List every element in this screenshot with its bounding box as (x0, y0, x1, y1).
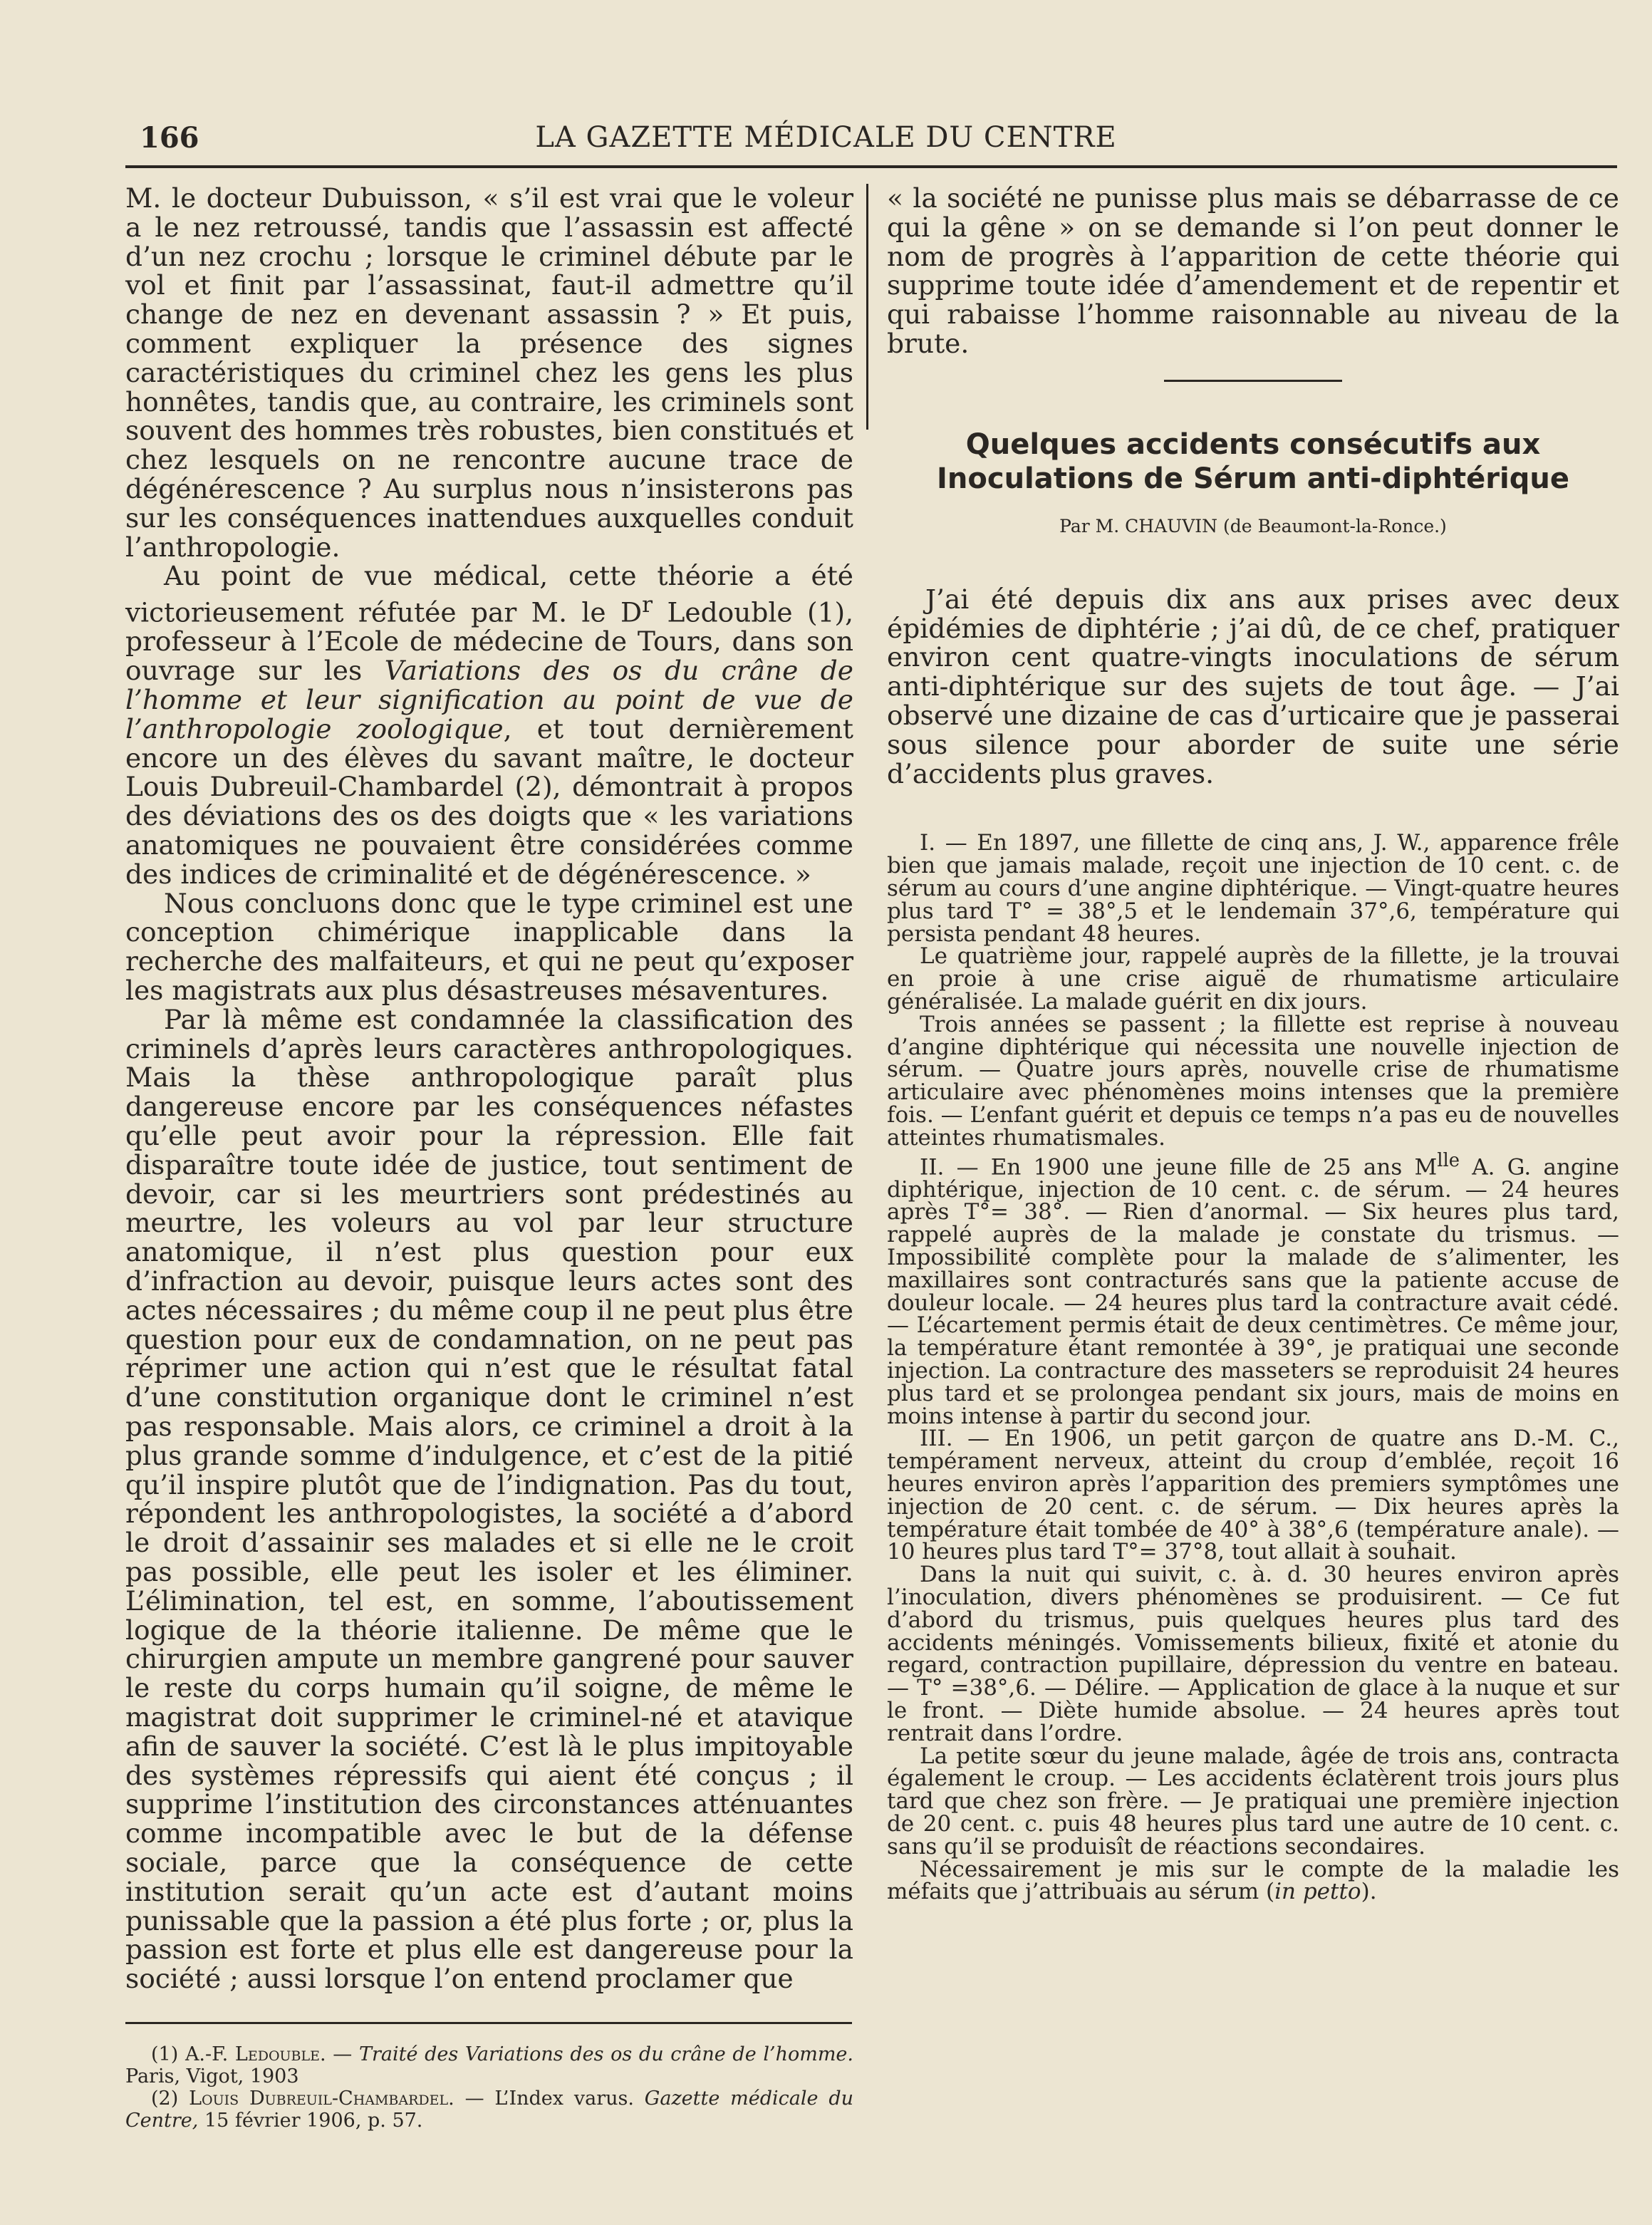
text-run: , et tout dernièrement encore un des élèves du savant maître, le docteur Louis Dubreuil-Chambardel (2), démontrait à propos des déviations des os des doigts que « les variations anatomiques ne pouvaient être considérées comme des indices de criminalité et de dégénérescence. » (125, 712, 853, 890)
book-title: Variations des os du crâne de l’homme et leur signification au point de vue de l’anthropologie zoologique (125, 655, 853, 745)
text-run: II. — En 1900 une jeune fille de 25 ans M (920, 1153, 1438, 1180)
text-run: 15 février 1906, p. 57. (198, 2110, 423, 2132)
header-rule (125, 165, 1617, 168)
case-paragraph: Le quatrième jour, rappelé auprès de la fillette, je la trouvai en proie à une crise aiguë de rhumatisme articulaire généralisée. La malade guérit en dix jours. (887, 943, 1619, 1015)
paragraph (125, 561, 853, 888)
text-run: — (326, 2043, 359, 2065)
journal-title: LA GAZETTE MÉDICALE DU CENTRE (535, 121, 1117, 154)
footnote-title: Gazette médicale du Centre, (125, 2087, 854, 2132)
superscript: r (642, 592, 653, 618)
text-run: Ledouble (1), professeur à l’Ecole de médecine de Tours, dans son ouvrage sur les (125, 596, 853, 687)
text-run: ). (1361, 1879, 1377, 1905)
text-run: Nécessairement je mis sur le compte de la maladie les méfaits que j’attribuais au sérum ( (887, 1856, 1619, 1905)
case-paragraph (887, 1150, 1619, 1428)
section-divider (1164, 380, 1342, 382)
case-reports (887, 832, 1619, 1904)
article-title (887, 427, 1619, 496)
text-run: A. G. angine diphtérique, injection de 10 cent. c. de sérum. — 24 heures après T°= 38°. — Rien d’anormal. — Six heures plus tard, rappelé auprès de la malade je constate du trismus. — Impossibilité complète pour la malade de s’alimenter, les maxillaires sont contracturés sans que la patiente accuse de douleur locale. — 24 heures plus tard la contracture avait cédé. — L’écartement permis était de deux centimètres. Ce même jour, la température étant remontée à 39°, je pratiquai une seconde injection. La contracture des masseters se reproduisit 24 heures plus tard et se prolongea pendant six jours, mais de moins en moins intense à partir du second jour. (887, 1153, 1619, 1429)
italic-phrase: in petto (1274, 1879, 1361, 1905)
case-paragraph (887, 1856, 1619, 1905)
paragraph: « la société ne punisse plus mais se débarrasse de ce qui la gêne » on se demande si l’on peut donner le nom de progrès à l’apparition de cette théorie qui supprime toute idée d’amendement et de repentir et qui rabaisse l’homme raisonnable au niveau de la brute. (887, 182, 1619, 359)
right-column (887, 184, 1619, 1904)
paragraph: Par là même est condamnée la classification des criminels d’après leurs caractères anthropologiques. Mais la thèse anthropologique paraît plus dangereuse encore par les conséquences néfastes qu’elle peut avoir pour la répression. Elle fait disparaître toute idée de justice, tout sentiment de devoir, car si les meurtriers sont prédestinés au meurtre, les voleurs au vol par leur structure anatomique, il n’est plus question pour eux d’infraction au devoir, puisque leurs actes sont des actes nécessaires ; du même coup il ne peut plus être question pour eux de condamnation, on ne peut pas réprimer une action qui n’est que le résultat fatal d’une constitution organique dont le criminel n’est pas responsable. Mais alors, ce criminel a droit à la plus grande somme d’indulgence, et c’est de la pitié qu’il inspire plutôt que de l’indignation. Pas du tout, répondent les anthropologistes, la société a d’abord le droit d’assainir ses malades et si elle ne le croit pas possible, elle peut les isoler et les éliminer. L’élimination, tel est, en somme, l’aboutissement logique de la théorie italienne. De même que le chirurgien ampute un membre gangrené pour sauver le reste du corps humain qu’il soigne, de même le magistrat doit supprimer le criminel-né et atavique afin de sauver la société. C’est là le plus impitoyable des systèmes répressifs qui aient été conçus ; il supprime l’institution des circonstances atténuantes comme incompatible avec le but de la défense sociale, parce que la conséquence de cette institution serait qu’un acte est d’autant moins punissable que la passion a été plus forte ; or, plus la passion est forte et plus elle est dangereuse pour la société ; aussi lorsque l’on entend proclamer que (125, 1003, 853, 1995)
left-column (125, 184, 853, 1993)
footnote-rule (125, 2022, 852, 2024)
case-paragraph: Trois années se passent ; la fillette est reprise à nouveau d’angine diphtérique qui nécessita une nouvelle injection de sérum. — Quatre jours après, nouvelle crise de rhumatisme articulaire avec phénomènes moins intenses que la première fois. — L’enfant guérit et depuis ce temps n’a pas eu de nouvelles atteintes rhumatismales. (887, 1011, 1619, 1151)
article-lead (887, 585, 1619, 789)
footnote-number: (1) (151, 2043, 185, 2065)
case-paragraph: Dans la nuit qui suivit, c. à. d. 30 heures environ après l’inoculation, divers phénomènes se produisirent. — Ce fut d’abord du trismus, puis quelques heures plus tard des accidents méningés. Vomissements bilieux, fixité et atonie du regard, contraction pupillaire, dépression du ventre en bateau. — T° =38°,6. — Délire. — Application de glace à la nuque et sur le front. — Diète humide absolue. — 24 heures après tout rentrait dans l’ordre. (887, 1562, 1619, 1746)
byline: Par M. CHAUVIN (de Beaumont-la-Ronce.) (1059, 515, 1447, 536)
column-divider (866, 184, 868, 430)
case-paragraph: I. — En 1897, une fillette de cinq ans, J. W., apparence frêle bien que jamais malade, reçoit une injection de 10 cent. c. de sérum au cours d’une angine diphtérique. — Vingt-quatre heures plus tard T° = 38°,5 et le lendemain 37°,6, température qui persista pendant 48 heures. (887, 830, 1619, 947)
paragraph: Nous concluons donc que le type criminel est une conception chimérique inapplicable dans la recherche des malfaiteurs, et qui ne peut qu’exposer les magistrats aux plus désastreuses mésaventures. (125, 887, 853, 1007)
title-line: Quelques accidents consécutifs aux (965, 427, 1541, 461)
footnote-title: Traité des Variations des os du crâne de l’homme. (358, 2043, 853, 2065)
page-number: 166 (140, 121, 199, 155)
case-paragraph: III. — En 1906, un petit garçon de quatre ans D.-M. C., tempérament nerveux, atteint du croup d’emblée, reçoit 16 heures environ après l’apparition des premiers symptômes une injection de 20 cent. c. de sérum. — Dix heures après la température était tombée de 40° à 38°,6 (température anale). — 10 heures plus tard T°= 37°8, tout allait à souhait. (887, 1426, 1619, 1565)
case-paragraph: La petite sœur du jeune malade, âgée de trois ans, contracta également le croup. — Les accidents éclatèrent trois jours plus tard que chez son frère. — Je pratiquai une première injection de 20 cent. c. puis 48 heures plus tard une autre de 10 cent. c. sans qu’il se produisît de réactions secondaires. (887, 1743, 1619, 1860)
text-run: — L’Index varus. (454, 2087, 645, 2110)
footnote-number: (2) (151, 2087, 189, 2110)
paragraph: J’ai été depuis dix ans aux prises avec deux épidémies de diphtérie ; j’ai dû, de ce chef, pratiquer environ cent quatre-vingts inoculations de sérum anti-diphtérique sur des sujets de tout âge. — J’ai observé une dizaine de cas d’urticaire que je passerai sous silence pour aborder de suite une série d’accidents plus graves. (887, 583, 1619, 789)
footnote-author: A.-F. Ledouble. (185, 2043, 326, 2065)
footnotes (125, 2043, 853, 2132)
paragraph: M. le docteur Dubuisson, « s’il est vrai que le voleur a le nez retroussé, tandis que l’assassin est affecté d’un nez crochu ; lorsque le criminel débute par le vol et finit par l’assassinat, faut-il admettre qu’il change de nez en devenant assassin ? » Et puis, comment expliquer la présence des signes caractéristiques du criminel chez les gens les plus honnêtes, tandis que, au contraire, les criminels sont souvent des hommes très robustes, bien constitués et chez lesquels on ne rencontre aucune trace de dégénérescence ? Au surplus nous n’insisterons pas sur les conséquences inattendues auxquelles conduit l’anthropologie. (125, 182, 853, 563)
footnote (125, 2087, 853, 2132)
text-run: Paris, Vigot, 1903 (125, 2065, 299, 2087)
footnote (125, 2043, 853, 2087)
footnote-author: Louis Dubreuil-Chambardel. (189, 2087, 454, 2110)
continued-text (887, 184, 1619, 358)
superscript: lle (1437, 1149, 1460, 1171)
title-line: Inoculations de Sérum anti-diphtérique (937, 462, 1569, 495)
text-run: Au point de vue médical, cette théorie a été victorieusement réfutée par M. le D (125, 560, 853, 628)
